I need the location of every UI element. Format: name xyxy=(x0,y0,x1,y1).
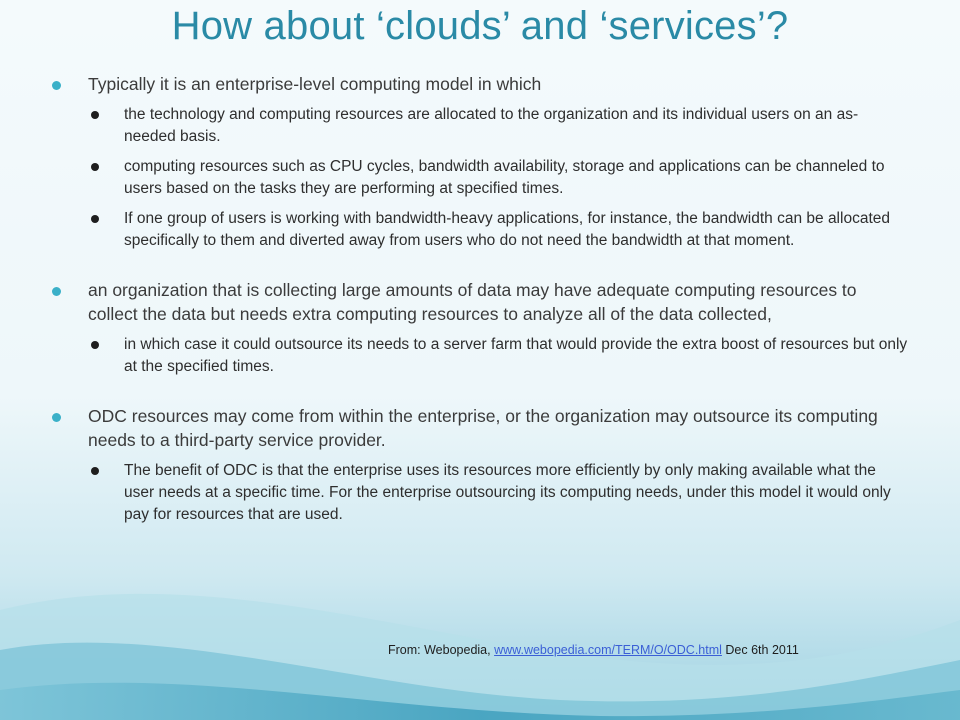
sub-point-3-1 xyxy=(48,460,908,526)
sub-point-1-2 xyxy=(48,156,908,200)
sub-bullet-dot xyxy=(91,341,99,349)
bullet-text: an organization that is collecting large amounts of data may have adequate computing resources to collect the data but needs extra computing resources to analyze all of the data collected, xyxy=(88,280,857,324)
slide-content xyxy=(48,72,908,526)
bullet-point-3 xyxy=(48,404,908,452)
sub-bullet-text: The benefit of ODC is that the enterprise uses its resources more efficiently by only making available what the user needs at a specific time. For the enterprise outsourcing its computing needs, under this model it would only pay for resources that are used. xyxy=(124,462,891,523)
bullet-point-2 xyxy=(48,278,908,326)
bullet-text: ODC resources may come from within the enterprise, or the organization may outsource its computing needs to a third-party service provider. xyxy=(88,406,878,450)
bullet-point-1 xyxy=(48,72,908,96)
bullet-dot xyxy=(52,81,61,90)
sub-bullet-text: in which case it could outsource its needs to a server farm that would provide the extra boost of resources but only at the specified times. xyxy=(124,336,908,375)
bullet-dot xyxy=(52,413,61,422)
source-suffix: Dec 6th 2011 xyxy=(721,643,799,657)
sub-point-1-3 xyxy=(48,208,908,252)
bullet-dot xyxy=(52,287,61,296)
source-citation xyxy=(388,643,799,657)
sub-point-1-1 xyxy=(48,104,908,148)
sub-bullet-dot xyxy=(91,163,99,171)
sub-point-2-1 xyxy=(48,334,908,378)
sub-bullet-dot xyxy=(91,467,99,475)
sub-bullet-text: the technology and computing resources are allocated to the organization and its individual users on an as-needed basis. xyxy=(124,106,859,145)
sub-bullet-dot xyxy=(91,111,99,119)
slide-title: How about ‘clouds’ and ‘services’? xyxy=(171,4,789,48)
sub-bullet-dot xyxy=(91,215,99,223)
bullet-text: Typically it is an enterprise-level computing model in which xyxy=(88,74,542,94)
sub-bullet-text: computing resources such as CPU cycles, bandwidth availability, storage and applications can be channeled to users based on the tasks they are performing at specified times. xyxy=(124,158,885,197)
source-prefix: From: Webopedia, xyxy=(388,643,495,657)
sub-bullet-text: If one group of users is working with bandwidth-heavy applications, for instance, the bandwidth can be allocated specifically to them and diverted away from users who do not need the bandwidth at that moment. xyxy=(124,210,890,249)
source-link[interactable]: www.webopedia.com/TERM/O/ODC.html xyxy=(494,643,722,657)
